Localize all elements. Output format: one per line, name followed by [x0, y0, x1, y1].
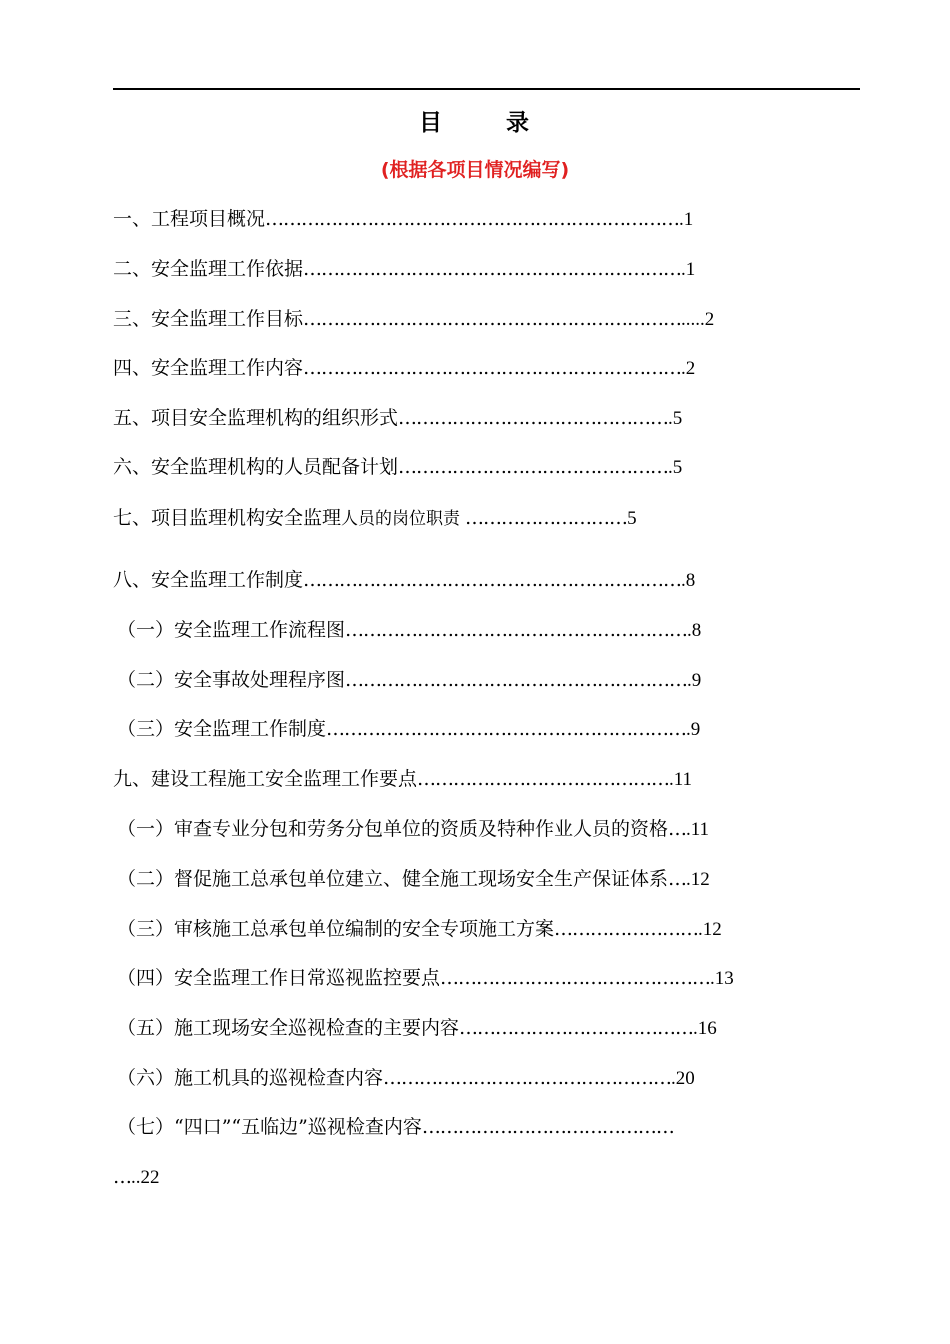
toc-page: .5	[668, 408, 683, 429]
toc-entry[interactable]	[113, 503, 637, 533]
toc-page: .12	[698, 919, 722, 940]
toc-label: （二）督促施工总承包单位建立、健全施工现场安全生产保证体系	[117, 868, 669, 890]
toc-label: 八、安全监理工作制度	[113, 569, 304, 591]
toc-label: （五）施工现场安全巡视检查的主要内容	[117, 1017, 460, 1039]
toc-page: .8	[681, 570, 696, 591]
toc-entry[interactable]	[117, 1013, 717, 1043]
toc-entry[interactable]	[117, 1112, 674, 1142]
toc-label: （四）安全监理工作日常巡视监控要点	[117, 967, 441, 989]
toc-leader: …………………………………	[459, 1017, 694, 1039]
toc-label: （七）“四口”“五临边”巡视检查内容	[117, 1116, 422, 1138]
toc-label: 七、项目监理机构安全监理	[113, 507, 342, 529]
toc-entry[interactable]	[117, 864, 710, 894]
toc-label: （三）安全监理工作制度	[117, 718, 327, 740]
toc-label: 一、工程项目概况	[113, 208, 266, 230]
toc-page: .5	[668, 457, 683, 478]
toc-label: 四、安全监理工作内容	[113, 357, 304, 379]
toc-leader: …	[668, 868, 687, 890]
toc-leader: ……………………	[554, 918, 699, 940]
toc-entry[interactable]	[117, 963, 734, 993]
toc-entry[interactable]	[113, 204, 693, 234]
toc-leader: ……………………………………	[421, 1116, 674, 1138]
toc-label: （三）审核施工总承包单位编制的安全专项施工方案	[117, 918, 555, 940]
toc-page: ..22	[131, 1167, 160, 1188]
toc-page: .9	[686, 719, 701, 740]
toc-page: .9	[687, 670, 702, 691]
toc-leader: ……………………………………	[417, 768, 670, 790]
toc-label-small: 人员的岗位职责	[341, 509, 461, 529]
toc-leader: ………………………………………………………	[303, 569, 682, 591]
toc-page: .1	[681, 259, 696, 280]
top-rule	[113, 88, 860, 90]
toc-leader: …………………………………………………	[345, 619, 688, 641]
toc-page: .11	[686, 819, 710, 840]
subtitle-note: (根据各项目情况编写)	[380, 159, 570, 181]
toc-entry[interactable]	[113, 452, 682, 482]
toc-entry-continuation[interactable]	[113, 1162, 160, 1192]
toc-leader: ………………………………………………………	[303, 357, 682, 379]
toc-label: （一）审查专业分包和劳务分包单位的资质及特种作业人员的资格	[117, 818, 669, 840]
toc-page: .20	[671, 1068, 695, 1089]
toc-label: 二、安全监理工作依据	[113, 258, 304, 280]
toc-leader: ………………………………………	[398, 456, 669, 478]
toc-page: 5	[627, 508, 637, 529]
toc-label: （二）安全事故处理程序图	[117, 669, 346, 691]
toc-entry[interactable]	[113, 565, 695, 595]
toc-entry[interactable]	[113, 304, 714, 334]
toc-entry[interactable]	[113, 403, 682, 433]
toc-entry[interactable]	[113, 764, 692, 794]
title-char-2: 录	[506, 110, 531, 136]
toc-page: .12	[686, 869, 710, 890]
toc-leader: ………………………………………………………	[303, 308, 682, 330]
toc-page: .2	[681, 358, 696, 379]
toc-entry[interactable]	[117, 615, 701, 645]
toc-entry[interactable]	[113, 353, 695, 383]
toc-label: 九、建设工程施工安全监理工作要点	[113, 768, 418, 790]
toc-page: .....2	[681, 309, 715, 330]
toc-page: .8	[687, 620, 702, 641]
toc-entry[interactable]	[117, 814, 709, 844]
toc-page: .13	[710, 968, 734, 989]
page-title	[0, 104, 950, 137]
toc-leader: ………………………	[460, 507, 628, 529]
toc-entry[interactable]	[117, 714, 700, 744]
toc-leader: …………………………………………………	[345, 669, 688, 691]
toc-leader: …	[113, 1166, 131, 1188]
toc-page: .11	[669, 769, 693, 790]
toc-leader: ……………………………………………………………	[265, 208, 680, 230]
toc-label: （一）安全监理工作流程图	[117, 619, 346, 641]
toc-label: 六、安全监理机构的人员配备计划	[113, 456, 399, 478]
toc-entry[interactable]	[117, 914, 722, 944]
toc-leader: ……………………………………………………	[326, 718, 687, 740]
toc-label: （六）施工机具的巡视检查内容	[117, 1067, 384, 1089]
toc-entry[interactable]	[117, 1063, 695, 1093]
toc-leader: ………………………………………	[440, 967, 711, 989]
title-char-1: 目	[419, 110, 444, 136]
toc-entry[interactable]	[117, 665, 701, 695]
toc-leader: …………………………………………	[383, 1067, 672, 1089]
toc-entry[interactable]	[113, 254, 695, 284]
toc-leader: ………………………………………	[398, 407, 669, 429]
toc-label: 三、安全监理工作目标	[113, 308, 304, 330]
toc-page: .16	[693, 1018, 717, 1039]
toc-leader: ………………………………………………………	[303, 258, 682, 280]
toc-leader: …	[668, 818, 687, 840]
toc-page: .1	[679, 209, 694, 230]
toc-label: 五、项目安全监理机构的组织形式	[113, 407, 399, 429]
